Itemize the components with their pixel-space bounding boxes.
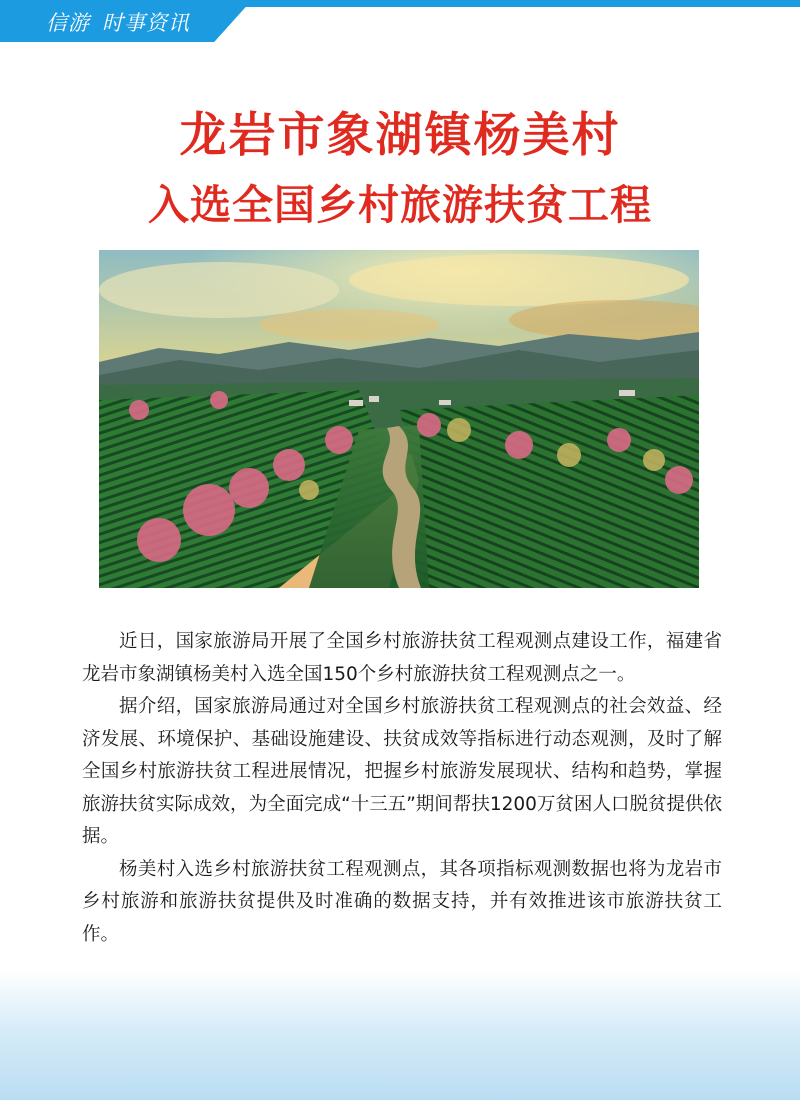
section-header — [46, 7, 190, 37]
headline-line-1: 龙岩市象湖镇杨美村 — [179, 108, 621, 163]
tea-plantation-photo — [99, 250, 699, 588]
article-paragraph: 据介绍，国家旅游局通过对全国乡村旅游扶贫工程观测点的社会效益、经济发展、环境保护、基础设施建设、扶贫成效等指标进行动态观测，及时了解全国乡村旅游扶贫工程进展情况，把握乡村旅游发展现状、结构和趋势，掌握旅游扶贫实际成效，为全面完成“十三五”期间帮扶1200万贫困人口脱贫提供依据。 — [82, 696, 722, 847]
top-accent-strip — [230, 0, 800, 7]
article-body — [82, 626, 722, 951]
section-name: 时事资讯 — [102, 11, 190, 35]
article-paragraph: 杨美村入选乡村旅游扶贫工程观测点，其各项指标观测数据也将为龙岩市乡村旅游和旅游扶贫提供及时准确的数据支持，并有效推进该市旅游扶贫工作。 — [82, 858, 722, 945]
section-brand: 信游 — [46, 11, 90, 35]
headline-line-2: 入选全国乡村旅游扶贫工程 — [148, 181, 652, 229]
bottom-gradient-decoration — [0, 970, 800, 1100]
article-paragraph: 近日，国家旅游局开展了全国乡村旅游扶贫工程观测点建设工作，福建省龙岩市象湖镇杨美村入选全国150个乡村旅游扶贫工程观测点之一。 — [82, 631, 722, 685]
